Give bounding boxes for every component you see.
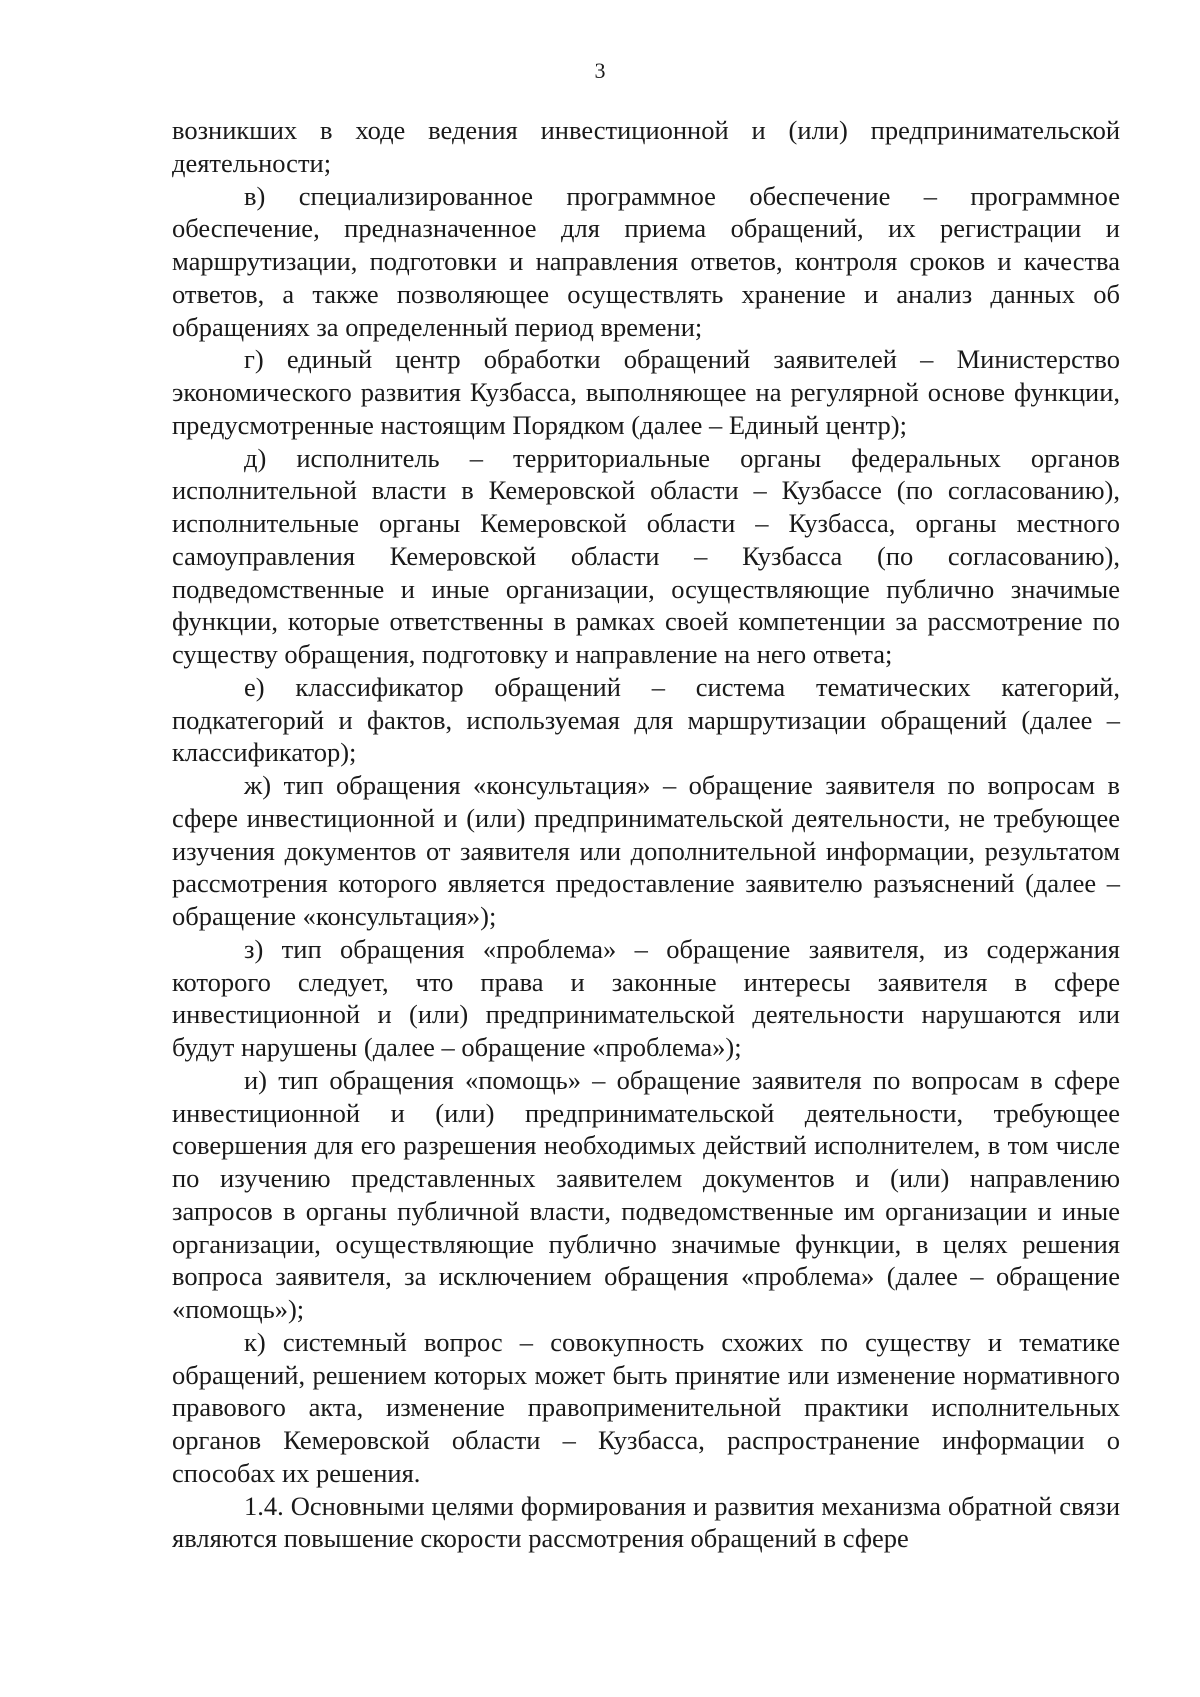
paragraph-item-g: г) единый центр обработки обращений заявителей – Министерство экономического развития Кузбасса, выполняющее на регулярной основе функции, предусмотренные настоящим Порядком (далее – Единый центр); [172, 344, 1120, 440]
paragraph-continuation: возникших в ходе ведения инвестиционной и (или) предпринимательской деятельности; [172, 115, 1120, 178]
paragraph-item-e: е) классификатор обращений – система тематических категорий, подкатегорий и фактов, используемая для маршрутизации обращений (далее – классификатор); [172, 671, 1120, 768]
paragraph-item-zh: ж) тип обращения «консультация» – обращение заявителя по вопросам в сфере инвестиционной и (или) предпринимательской деятельности, не требующее изучения документов от заявителя или дополнительной информации, результатом рассмотрения которого является предоставление заявителю разъяснений (далее – обращение «консультация»); [172, 770, 1120, 931]
paragraph-item-k: к) системный вопрос – совокупность схожих по существу и тематике обращений, решением которых может быть принятие или изменение нормативного правового акта, изменение правоприменительной практики исполнительных органов Кемеровской области – Кузбасса, распространение информации о способах их решения. [172, 1326, 1120, 1488]
paragraph-item-i: и) тип обращения «помощь» – обращение заявителя по вопросам в сфере инвестиционной и (или) предпринимательской деятельности, требующее совершения для его разрешения необходимых действий исполнителем, в том числе по изучению представленных заявителем документов и (или) направлению запросов в органы публичной власти, подведомственные им организации и иные организации, осуществляющие публично значимые функции, в целях решения вопроса заявителя, за исключением обращения «проблема» (далее – обращение «помощь»); [172, 1064, 1120, 1324]
page-number: 3 [594, 58, 606, 83]
paragraph-item-z: з) тип обращения «проблема» – обращение заявителя, из содержания которого следует, что права и законные интересы заявителя в сфере инвестиционной и (или) предпринимательской деятельности нарушаются или будут нарушены (далее – обращение «проблема»); [172, 933, 1120, 1062]
paragraph-item-v: в) специализированное программное обеспечение – программное обеспечение, предназначенное для приема обращений, их регистрации и маршрутизации, подготовки и направления ответов, контроля сроков и качества ответов, а также позволяющее осуществлять хранение и анализ данных об обращениях за определенный период времени; [172, 180, 1120, 342]
document-body [172, 114, 1120, 1555]
paragraph-item-d: д) исполнитель – территориальные органы федеральных органов исполнительной власти в Кемеровской области – Кузбассе (по согласованию), исполнительные органы Кемеровской области – Кузбасса, органы местного самоуправления Кемеровской области – Кузбасса (по согласованию), подведомственные и иные организации, осуществляющие публично значимые функции, которые ответственны в рамках своей компетенции за рассмотрение по существу обращения, подготовку и направление на него ответа; [172, 442, 1120, 669]
paragraph-section-1-4: 1.4. Основными целями формирования и развития механизма обратной связи являются повышение скорости рассмотрения обращений в сфере [172, 1490, 1120, 1554]
